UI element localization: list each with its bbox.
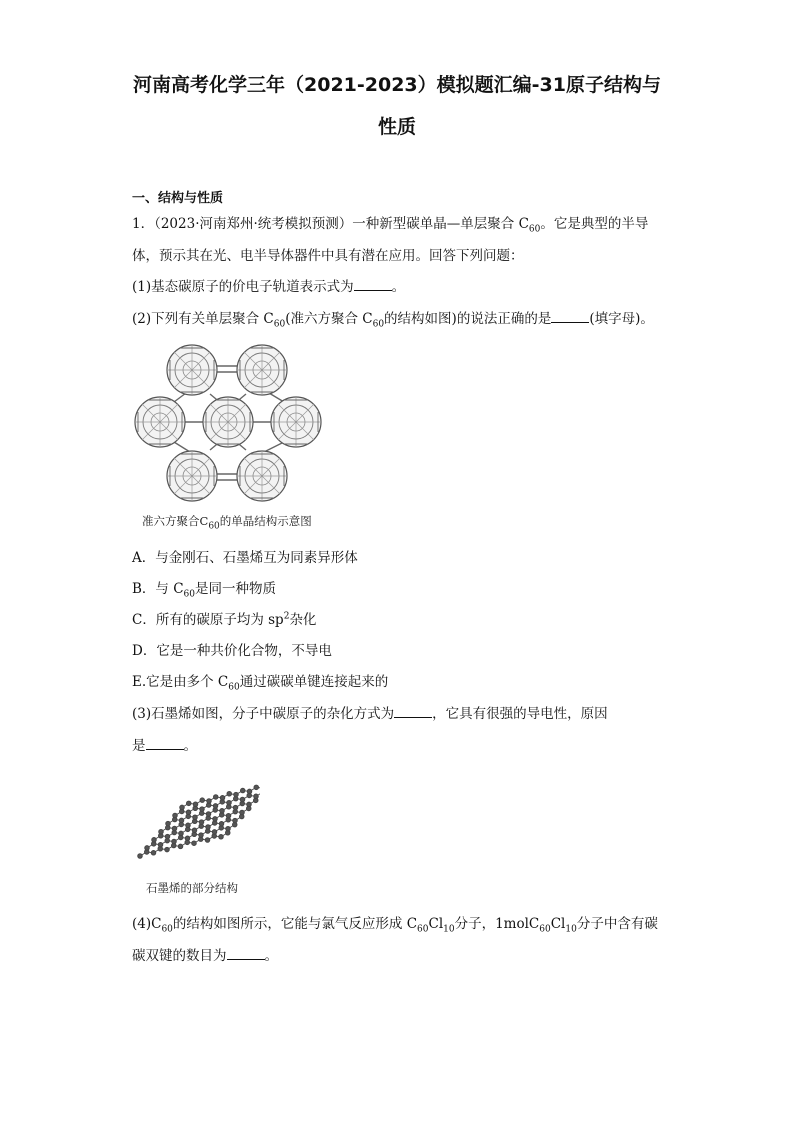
carbon-atom [227, 800, 232, 805]
page-title-line-1: 河南高考化学三年（2021-2023）模拟题汇编-31原子结构与 [133, 74, 661, 96]
section-heading: 一、结构与性质 [132, 191, 224, 206]
carbon-atom [186, 801, 191, 806]
carbon-atom [199, 820, 204, 825]
carbon-atom [240, 810, 245, 815]
carbon-atom [180, 805, 185, 810]
carbon-atom [159, 829, 164, 834]
answer-blank [146, 737, 184, 750]
carbon-atom [199, 833, 204, 838]
carbon-atom [254, 785, 259, 790]
page-title-line-2: 性质 [377, 116, 416, 138]
carbon-atom [186, 823, 191, 828]
carbon-atom [193, 815, 198, 820]
carbon-atom [234, 792, 239, 797]
carbon-atom [254, 794, 259, 799]
part-1: (1)基态碳原子的价电子轨道表示式为 。 [132, 279, 406, 295]
carbon-atom [227, 791, 232, 796]
carbon-atom [185, 836, 190, 841]
part-4-line-2: 碳双键的数目为 。 [132, 948, 278, 964]
carbon-atom [179, 818, 184, 823]
carbon-atom [220, 796, 225, 801]
carbon-atom [219, 822, 224, 827]
carbon-atom [206, 825, 211, 830]
carbon-atom [213, 804, 218, 809]
option-c: C．所有的碳原子均为 $sp^2$杂化 [132, 611, 317, 628]
carbon-atom [200, 807, 205, 812]
carbon-atom [207, 799, 212, 804]
option-d: D．它是一种共价化合物，不导电 [132, 643, 332, 659]
carbon-atom [193, 802, 198, 807]
carbon-atom [178, 844, 183, 849]
carbon-atom [145, 846, 150, 851]
part-3-line-2: 是 。 [132, 738, 197, 754]
carbon-atom [205, 838, 210, 843]
carbon-atom [247, 789, 252, 794]
carbon-atom [172, 826, 177, 831]
carbon-atom [152, 838, 157, 843]
carbon-atom [173, 813, 178, 818]
option-a: A．与金刚石、石墨烯互为同素异形体 [132, 550, 358, 566]
carbon-atom [233, 805, 238, 810]
c60-crystal-figure [134, 338, 324, 506]
carbon-atom [226, 826, 231, 831]
carbon-atom [213, 817, 218, 822]
carbon-atom [226, 813, 231, 818]
carbon-atom [192, 828, 197, 833]
carbon-atom [179, 831, 184, 836]
carbon-atom [206, 812, 211, 817]
carbon-atom [200, 798, 205, 803]
carbon-atom [240, 788, 245, 793]
carbon-atom [219, 835, 224, 840]
answer-blank [227, 947, 265, 960]
carbon-atom [138, 854, 143, 859]
answer-blank [394, 705, 432, 718]
figure-1-caption: 准六方聚合$C_{60}$的单晶结构示意图 [142, 514, 312, 532]
question-stem-line-1: 1．（2023·河南郑州·统考模拟预测）一种新型碳单晶—单层聚合 $C_{60}$。它是典型的半导 [132, 216, 649, 235]
carbon-atom [213, 795, 218, 800]
figure-2-caption: 石墨烯的部分结构 [146, 881, 238, 895]
carbon-atom [233, 818, 238, 823]
carbon-atom [220, 809, 225, 814]
question-stem-line-2: 体，预示其在光、电半导体器件中具有潜在应用。回答下列问题： [132, 248, 524, 264]
carbon-atom [212, 830, 217, 835]
carbon-atom [172, 839, 177, 844]
carbon-atom [186, 810, 191, 815]
answer-blank [551, 310, 589, 323]
option-e: E.它是由多个 $C_{60}$通过碳碳单键连接起来的 [132, 674, 389, 693]
answer-blank [354, 278, 392, 291]
carbon-atom [165, 847, 170, 852]
part-4: $(4)C_{60}$的结构如图所示，它能与氯气反应形成 $C_{60}Cl_{10}$分子，$1molC_{60}Cl_{10}$分子中含有碳 [132, 916, 658, 935]
carbon-atom [192, 841, 197, 846]
part-2: (2)下列有关单层聚合 $C_{60}$(准六方聚合 $C_{60}$的结构如图)的说法正确的是 (填字母)。 [132, 311, 654, 330]
part-3: (3)石墨烯如图，分子中碳原子的杂化方式为 ，它具有很强的导电性，原因 [132, 706, 608, 722]
carbon-atom [151, 851, 156, 856]
carbon-atom [247, 802, 252, 807]
carbon-atom [166, 821, 171, 826]
graphene-figure [130, 768, 260, 868]
option-b: B．与 $C_{60}$是同一种物质 [132, 581, 276, 600]
carbon-atom [240, 797, 245, 802]
carbon-atom [158, 842, 163, 847]
carbon-atom [165, 834, 170, 839]
